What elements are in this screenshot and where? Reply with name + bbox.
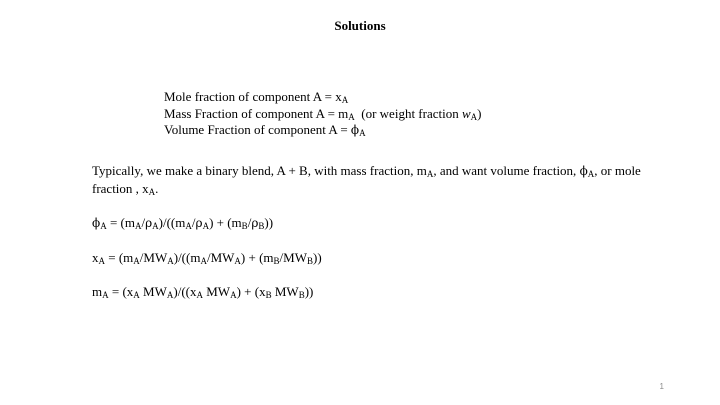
text: , or mole fraction , x xyxy=(92,163,641,196)
subscript: A xyxy=(200,256,207,266)
subscript: B xyxy=(298,290,305,300)
text: )/((x xyxy=(173,284,197,299)
subscript: A xyxy=(100,221,107,231)
phi-symbol: ϕ xyxy=(92,216,101,230)
slide-body xyxy=(92,162,652,300)
text: )/((m xyxy=(158,215,186,230)
text: = (m xyxy=(106,215,135,230)
text: ) + (x xyxy=(236,284,266,299)
text: Typically, we make a binary blend, A + B, with mass fraction, m xyxy=(92,163,427,178)
subscript: A xyxy=(148,187,156,197)
subscript: A xyxy=(348,111,355,122)
definitions-list xyxy=(164,89,482,139)
page-number: 1 xyxy=(659,382,664,391)
definition-mass-fraction xyxy=(164,106,482,123)
spacer xyxy=(92,232,652,249)
text: /MW xyxy=(139,250,168,265)
subscript: A xyxy=(202,221,210,231)
subscript: B xyxy=(306,256,313,266)
subscript: B xyxy=(258,221,265,231)
rho-symbol: ρ xyxy=(195,216,203,230)
phi-symbol: ϕ xyxy=(579,164,588,178)
text: MW xyxy=(139,284,167,299)
subscript: A xyxy=(470,111,478,122)
equation-volume-fraction xyxy=(92,214,652,232)
text: ) + (m xyxy=(240,250,274,265)
spacer xyxy=(92,197,652,214)
definition-text: Mole fraction of component A = x xyxy=(164,89,342,104)
subscript: A xyxy=(359,128,366,138)
text: )/((m xyxy=(173,250,201,265)
subscript: B xyxy=(241,221,248,231)
text: /MW xyxy=(206,250,235,265)
equation-mole-fraction xyxy=(92,249,652,266)
subscript: A xyxy=(102,290,109,300)
text: MW xyxy=(203,284,231,299)
subscript: A xyxy=(167,256,174,266)
subscript: A xyxy=(152,221,159,231)
subscript: A xyxy=(166,290,174,300)
definition-mole-fraction xyxy=(164,89,482,106)
text: = (x xyxy=(108,284,134,299)
text: )) xyxy=(264,215,274,230)
subscript: A xyxy=(133,290,140,300)
subscript: A xyxy=(133,256,140,266)
text: . xyxy=(155,181,159,196)
subscript: A xyxy=(426,169,434,179)
equation-mass-fraction xyxy=(92,283,652,300)
subscript: A xyxy=(234,256,241,266)
subscript: B xyxy=(265,290,272,300)
rho-symbol: ρ xyxy=(145,216,153,230)
definition-volume-fraction xyxy=(164,122,482,139)
subscript: A xyxy=(196,290,203,300)
subscript: A xyxy=(587,169,595,179)
subscript: A xyxy=(341,95,349,105)
definition-text: Volume Fraction of component A = xyxy=(164,122,351,137)
phi-symbol: ϕ xyxy=(350,123,360,137)
spacer xyxy=(92,266,652,283)
text: )) xyxy=(304,284,314,299)
definition-note-close: ) xyxy=(477,105,482,121)
text: ) + (m xyxy=(209,215,242,230)
text: , and want volume fraction, xyxy=(433,163,580,178)
slide-title: Solutions xyxy=(334,18,386,33)
definition-text: Mass Fraction of component A = m xyxy=(164,105,349,121)
subscript: A xyxy=(185,221,192,231)
text: / xyxy=(141,215,146,230)
text: )) xyxy=(313,250,322,265)
subscript: A xyxy=(230,290,237,300)
text: /MW xyxy=(279,250,307,265)
text: MW xyxy=(271,284,299,299)
definition-note: (or weight fraction xyxy=(354,105,462,121)
subscript: A xyxy=(134,221,142,231)
weight-fraction-variable: w xyxy=(461,105,471,121)
rho-symbol: ρ xyxy=(251,216,259,230)
text: / xyxy=(191,215,196,230)
text: = (m xyxy=(105,250,134,265)
subscript: B xyxy=(273,256,280,266)
text: x xyxy=(92,250,99,265)
intro-paragraph xyxy=(92,162,652,197)
subscript: A xyxy=(98,256,105,266)
text: m xyxy=(92,284,103,299)
text: / xyxy=(247,215,252,230)
